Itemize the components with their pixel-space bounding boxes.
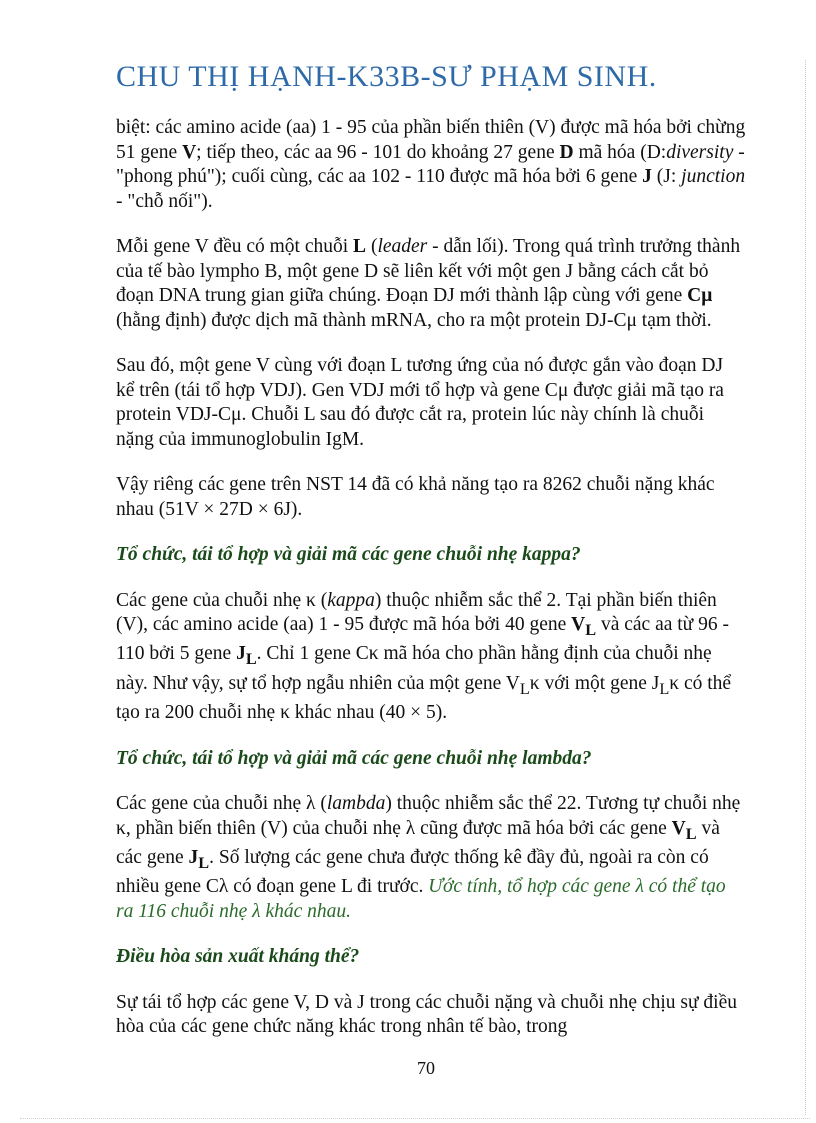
paragraph-heavy-chain-genes: biệt: các amino acide (aa) 1 - 95 của phần biến thiên (V) được mã hóa bởi chừng 51 gene V; tiếp theo, các aa 96 - 101 do khoảng 27 gene D mã hóa (D:diversity - "phong phú"); cuối cùng, các aa 102 - 110 được mã hóa bởi 6 gene J (J: junction - "chỗ nối").: [116, 117, 746, 212]
paragraph-lambda: Các gene của chuỗi nhẹ λ (lambda) thuộc nhiễm sắc thể 22. Tương tự chuỗi nhẹ κ, phần biến thiên (V) của chuỗi nhẹ λ cũng được mã hóa bởi các gene $V_L$ và các gene $J_L$. Số lượng các gene chưa được thống kê đầy đủ, ngoài ra còn có nhiều gene Cλ có đoạn gene L đi trước. Ước tính, tổ hợp các gene λ có thể tạo ra 116 chuỗi nhẹ λ khác nhau.: [116, 793, 741, 922]
paragraph-leader-chain: Mỗi gene V đều có một chuỗi L (leader - dẫn lối). Trong quá trình trưởng thành của tế bào lympho B, một gene D sẽ liên kết với một gen J bằng cách cắt bỏ đoạn DNA trung gian giữa chúng. Đoạn DJ mới thành lập cùng với gene Cμ (hằng định) được dịch mã thành mRNA, cho ra một protein DJ-Cμ tạm thời.: [116, 236, 741, 331]
document-body: [116, 116, 746, 1061]
page-border-right: [804, 60, 806, 1115]
heading-antibody-regulation: Điều hòa sản xuất kháng thể?: [116, 946, 360, 968]
paragraph-regulation: Sự tái tổ hợp các gene V, D và J trong các chuỗi nặng và chuỗi nhẹ chịu sự điều hòa của các gene chức năng khác trong nhân tế bào, trong: [116, 991, 737, 1038]
paragraph-heavy-chain-count: Vậy riêng các gene trên NST 14 đã có khả năng tạo ra 8262 chuỗi nặng khác nhau (51V × 27D × 6J).: [116, 474, 715, 520]
heading-kappa: Tổ chức, tái tổ hợp và giải mã các gene chuỗi nhẹ kappa?: [116, 544, 581, 565]
paragraph-vdj-recombination: Sau đó, một gene V cùng với đoạn L tương ứng của nó được gắn vào đoạn DJ kể trên (tái tổ hợp VDJ). Gen VDJ mới tổ hợp và gene Cμ được giải mã tạo ra protein VDJ-Cμ. Chuỗi L sau đó được cắt ra, protein lúc này chính là chuỗi nặng của immunoglobulin IgM.: [116, 355, 724, 450]
page-number: 70: [417, 1058, 435, 1078]
page-border-bottom: [20, 1117, 810, 1119]
heading-lambda: Tổ chức, tái tổ hợp và giải mã các gene chuỗi nhẹ lambda?: [116, 747, 592, 769]
paragraph-kappa: Các gene của chuỗi nhẹ κ (kappa) thuộc nhiễm sắc thể 2. Tại phần biến thiên (V), các amino acide (aa) 1 - 95 được mã hóa bởi 40 gene $V_L$ và các aa từ 96 - 110 bởi 5 gene $J_L$. Chỉ 1 gene Cκ mã hóa cho phần hằng định của chuỗi nhẹ này. Như vậy, sự tổ hợp ngẫu nhiên của một gene $V_L\kappa$ với một gene $J_L\kappa$ có thể tạo ra 200 chuỗi nhẹ κ khác nhau (40 × 5).: [116, 589, 732, 724]
page-header: CHU THỊ HẠNH-K33B-SƯ PHẠM SINH.: [116, 60, 657, 93]
